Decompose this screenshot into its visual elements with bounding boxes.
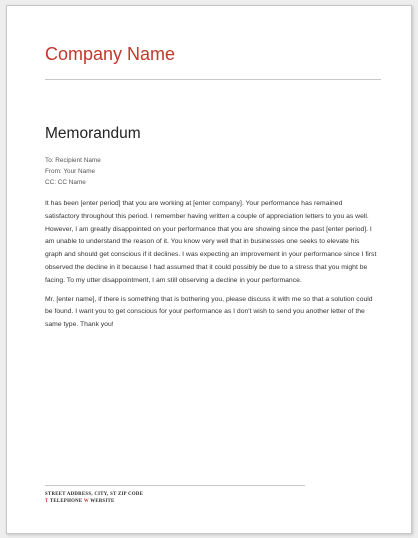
footer-contact xyxy=(45,498,143,505)
memo-title: Memorandum xyxy=(45,125,141,142)
memo-meta xyxy=(45,155,101,188)
memo-body xyxy=(45,198,377,338)
memo-page xyxy=(6,5,412,534)
memo-cc: CC: CC Name xyxy=(45,179,86,186)
footer-website: WEBSITE xyxy=(90,499,115,504)
body-paragraph: Mr. [enter name], if there is something that is bothering you, please discuss it with me so that a solution could be found. I want you to get conscious for your performance as I don't wish to send you another letter of the same type. Thank you! xyxy=(45,295,373,329)
memo-to: To: Recipient Name xyxy=(45,157,101,164)
body-paragraph: It has been [enter period] that you are working at [enter company]. Your performance has remained satisfactory throughout this period. I remember having written a couple of appreciation letters to you as well. However, I am greatly disappointed on your performance that you are showing since the past [enter period]. I am unable to understand the reason of it. You know very well that in businesses one seeks to elevate his graph and should get conscious if it declines. I was expecting an improvement in your performance since I first observed the decline in it because I had assumed that it could possibly be due to a stress that you might be facing. To my utter disappointment, I am still observing a decline in your performance. xyxy=(45,200,377,284)
website-marker: W xyxy=(83,499,89,504)
footer-address: STREET ADDRESS, CITY, ST ZIP CODE xyxy=(45,492,144,497)
memo-from: From: Your Name xyxy=(45,168,96,175)
footer xyxy=(45,491,143,505)
footer-telephone: TELEPHONE xyxy=(49,499,83,504)
company-name: Company Name xyxy=(45,44,176,64)
header-divider xyxy=(45,79,381,80)
footer-divider xyxy=(45,485,305,486)
telephone-marker: T xyxy=(45,499,49,504)
